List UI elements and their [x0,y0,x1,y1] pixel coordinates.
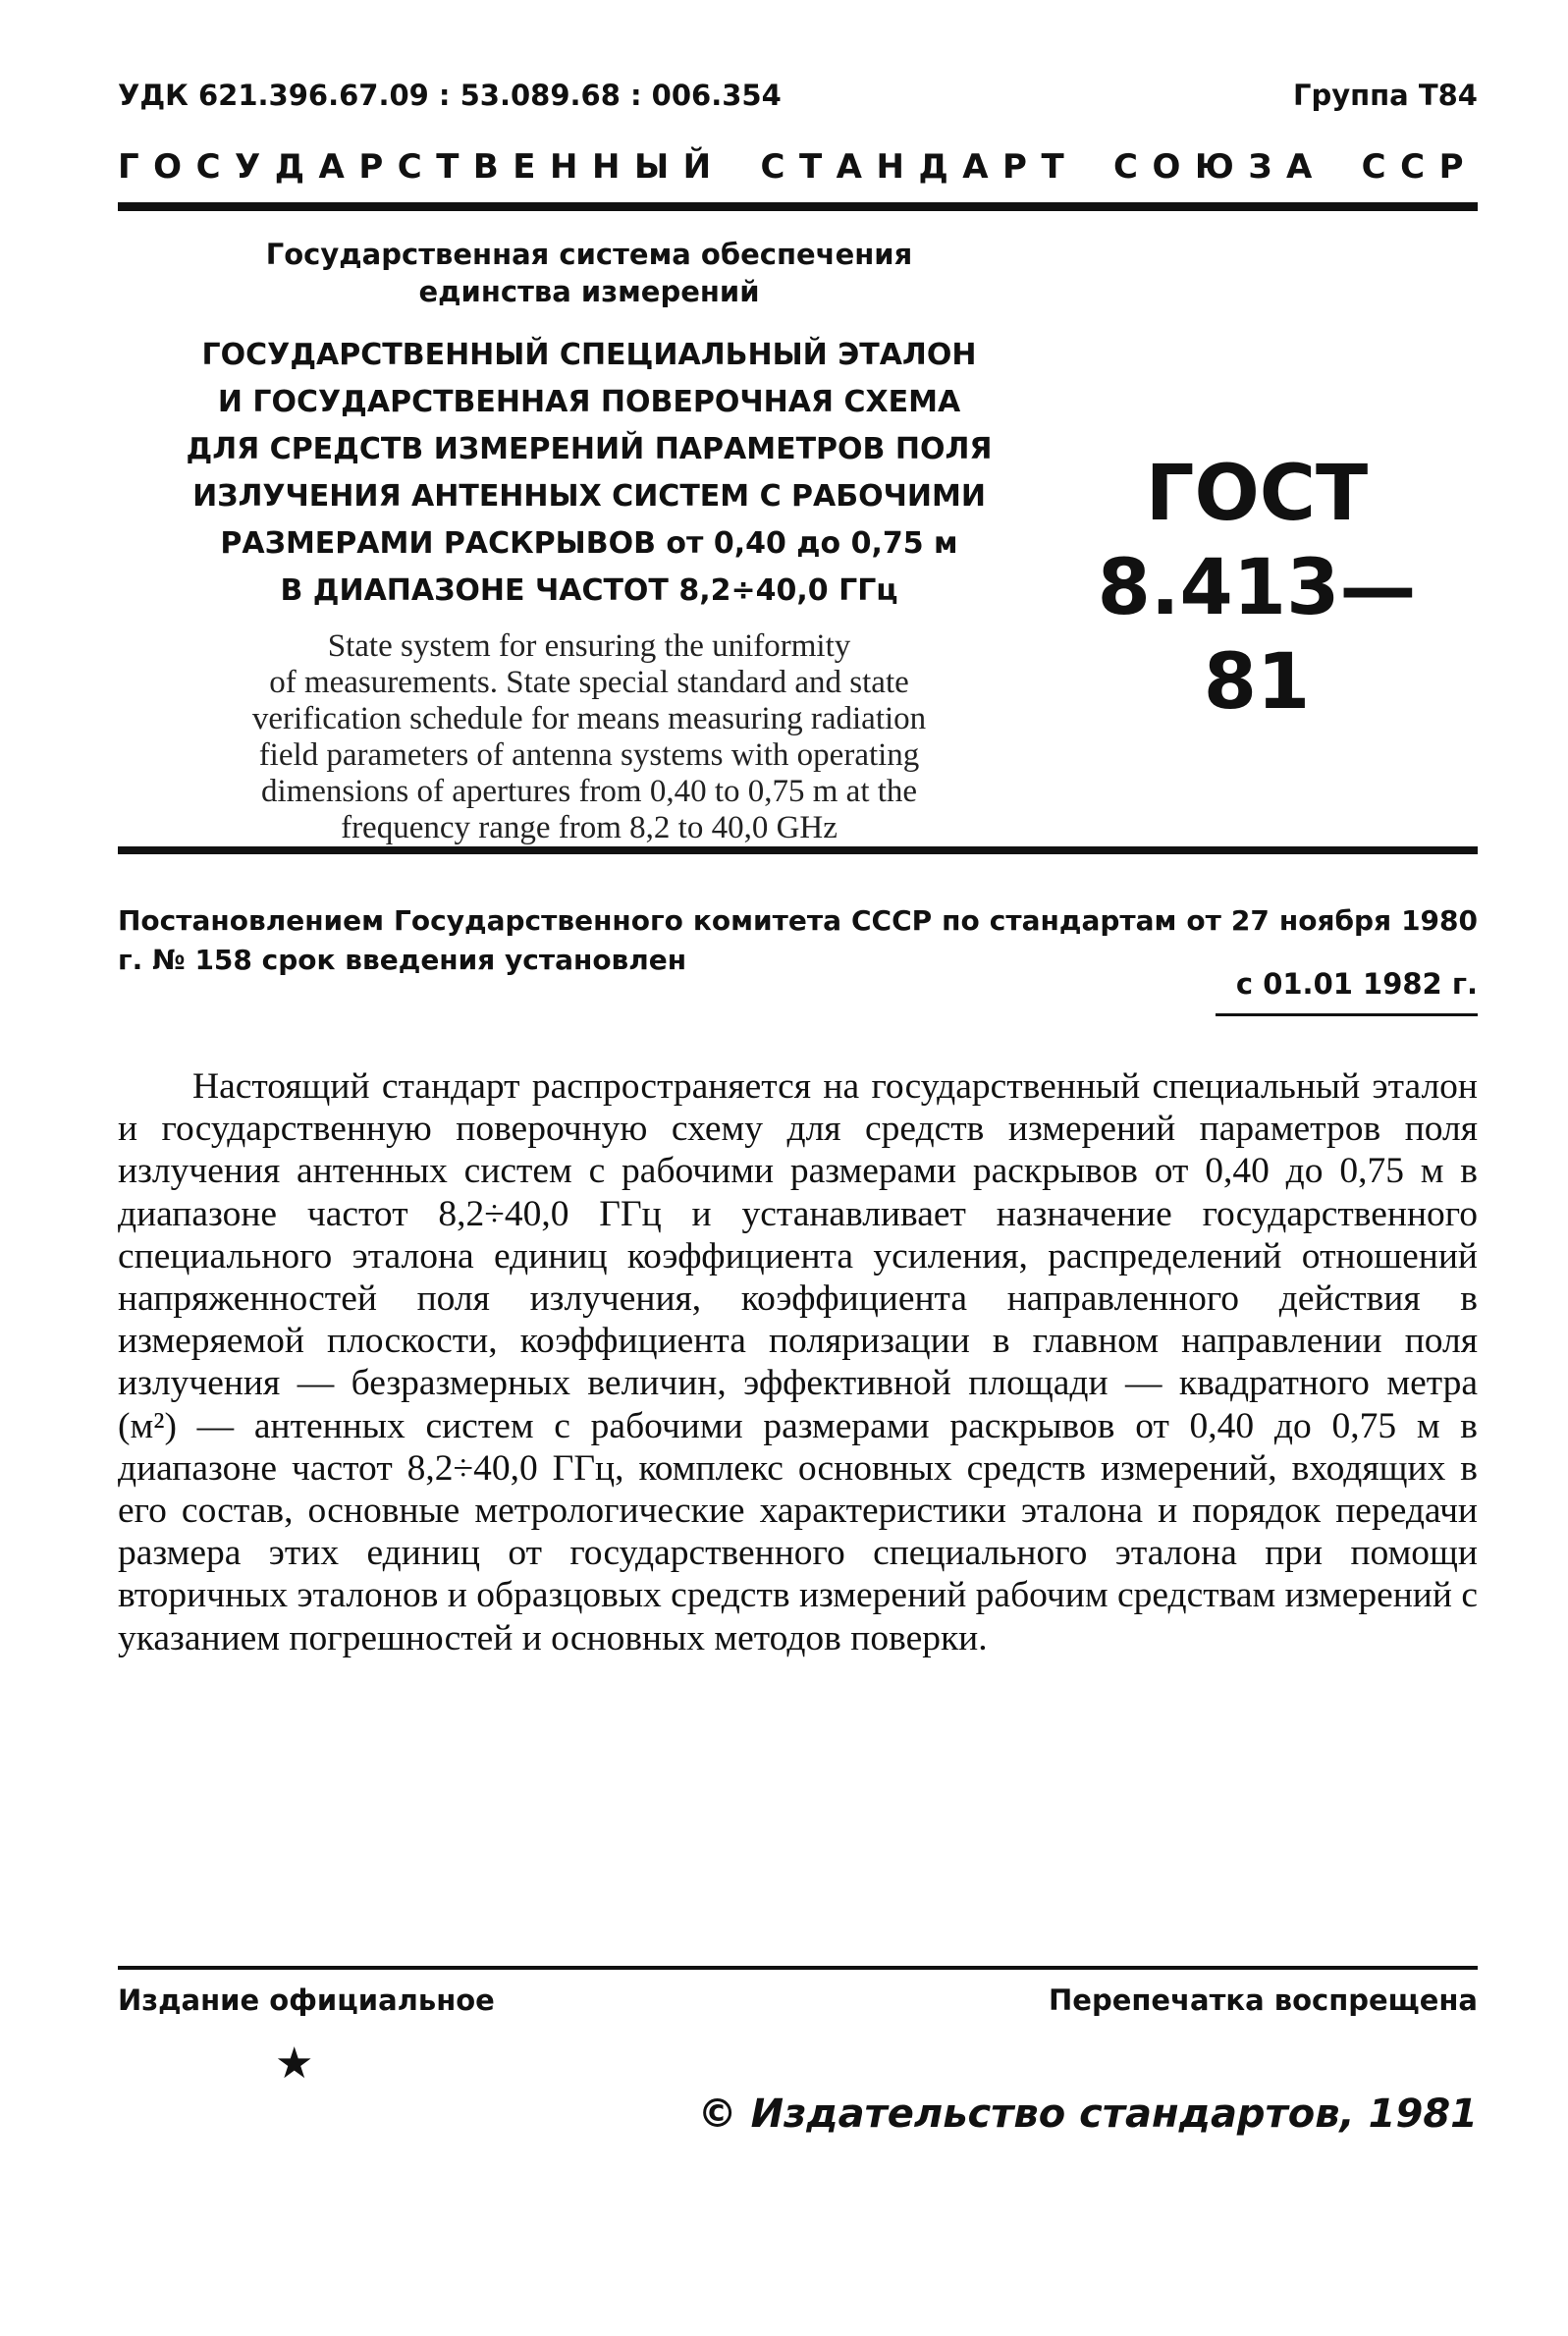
english-title-line: verification schedule for means measuring radiation [251,701,927,736]
english-title [118,628,1060,846]
gost-number: 8.413—81 [1097,544,1417,727]
effective-date-underline [1216,1013,1478,1016]
header-rule [118,202,1478,211]
standard-title-word: СОЮЗА [1113,147,1326,187]
publisher-name: Издательство стандартов, 1981 [750,2092,1478,2137]
main-title-line: ИЗЛУЧЕНИЯ АНТЕННЫХ СИСТЕМ С РАБОЧИМИ [192,479,986,514]
system-title-line: Государственная система обеспечения [265,238,913,271]
gost-label: ГОСТ [1145,450,1369,538]
main-title-line: ГОСУДАРСТВЕННЫЙ СПЕЦИАЛЬНЫЙ ЭТАЛОН [201,338,977,372]
copyright-icon: © [697,2092,737,2137]
main-title-line: В ДИАПАЗОНЕ ЧАСТОТ 8,2÷40,0 ГГц [280,573,898,608]
english-title-line: frequency range from 8,2 to 40,0 GHz [341,810,838,845]
english-title-line: dimensions of apertures from 0,40 to 0,75 m at the [260,774,918,809]
title-rule [118,846,1478,854]
system-title [118,236,1060,310]
english-title-line: of measurements. State special standard and state [269,665,909,700]
english-title-line: State system for ensuring the uniformity [327,628,851,664]
main-title-line: РАЗМЕРАМИ РАСКРЫВОВ от 0,40 до 0,75 м [220,526,958,561]
main-title-line: И ГОСУДАРСТВЕННАЯ ПОВЕРОЧНАЯ СХЕМА [217,385,961,419]
standard-title [118,147,1478,187]
gost-designation [1080,447,1433,730]
english-title-line: field parameters of antenna systems with operating [258,737,920,773]
main-title [118,332,1060,615]
publisher-line [698,2092,1478,2137]
title-block [118,236,1060,846]
decree-text: Постановлением Государственного комитета СССР по стандартам от 27 ноября 1980 г. № 158 срок введения установлен [118,904,1478,976]
main-title-line: ДЛЯ СРЕДСТВ ИЗМЕРЕНИЙ ПАРАМЕТРОВ ПОЛЯ [186,432,993,466]
star-icon: ★ [275,2039,314,2088]
standard-title-word: СТАНДАРТ [760,147,1079,187]
footer-rule [118,1966,1478,1970]
effective-date: с 01.01 1982 г. [1235,967,1478,1001]
group-code: Группа Т84 [1292,79,1478,112]
standard-title-word: ГОСУДАРСТВЕННЫЙ [118,147,726,187]
edition-label: Издание официальное [118,1983,495,2017]
body-paragraph: Настоящий стандарт распространяется на государственный специальный эталон и государственную поверочную схему для средств измерений параметров поля излучения антенных систем с рабочими размерами раскрывов от 0,40 до 0,75 м в диапазоне частот 8,2÷40,0 ГГц и устанавливает назначение государственного специального эталона единиц коэффициента усиления, распределений отношений напряженностей поля излучения, коэффициента направленного действия в измеряемой плоскости, коэффициента поляризации в главном направлении поля излучения — безразмерных величин, эффективной площади — квадратного метра (м²) — антенных систем с рабочими размерами раскрывов от 0,40 до 0,75 м в диапазоне частот 8,2÷40,0 ГГц, комплекс основных средств измерений, входящих в его состав, основные метрологические характеристики эталона и порядок передачи размера этих единиц от государственного специального эталона при помощи вторичных эталонов и образцовых средств измерений рабочим средствам измерений с указанием погрешностей и основных методов поверки. [118,1066,1478,1658]
standard-title-word: ССР [1361,147,1478,187]
reprint-notice: Перепечатка воспрещена [1049,1983,1478,2017]
udk-code: УДК 621.396.67.09 : 53.089.68 : 006.354 [118,79,782,112]
system-title-line: единства измерений [418,275,760,308]
